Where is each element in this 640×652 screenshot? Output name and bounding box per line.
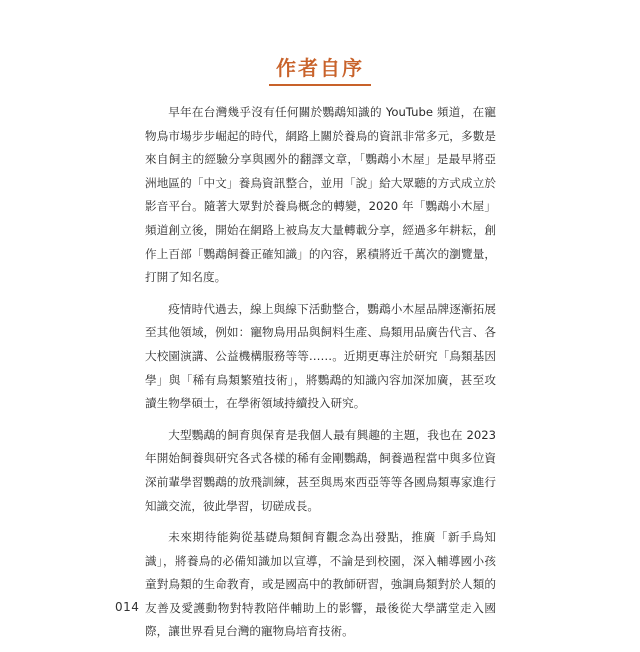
paragraph-2: 疫情時代過去，線上與線下活動整合，鸚鵡小木屋品牌逐漸拓展至其他領域，例如：寵物鳥用品與飼料生產、鳥類用品廣告代言、各大校園演講、公益機構服務等等……。近期更專注於研究「鳥類基因學」與「稀有鳥類繁殖技術」，將鸚鵡的知識內容加深加廣，甚至攻讀生物學碩士，在學術領域持續投入研究。 [145,301,496,411]
page-title: 作者自序 [276,56,364,80]
paragraph-4: 未來期待能夠從基礎鳥類飼育觀念為出發點，推廣「新手鳥知識」，將養鳥的必備知識加以宣導，不論是到校園，深入輔導國小孩童對鳥類的生命教育，或是國高中的教師研習，強調鳥類對於人類的友善及愛護動物對特教陪伴輔助上的影響，最後從大學講堂走入國際，讓世界看見台灣的寵物鳥培育技術。 [145,530,496,639]
title-underline [269,84,371,86]
paragraph-3: 大型鸚鵡的飼育與保育是我個人最有興趣的主題，我也在 2023 年開始飼養與研究各式各樣的稀有金剛鸚鵡，飼養過程當中與多位資深前輩學習鸚鵡的放飛訓練，甚至與馬來西亞等等各國鳥類專家進行知識交流，彼此學習，切磋成長。 [145,427,496,513]
body-text [145,101,496,652]
paragraph-1: 早年在台灣幾乎沒有任何關於鸚鵡知識的 YouTube 頻道，在寵物鳥市場步步崛起的時代，網路上關於養鳥的資訊非常多元，多數是來自飼主的經驗分享與國外的翻譯文章，「鸚鵡小木屋」是最早將亞洲地區的「中文」養鳥資訊整合，並用「說」給大眾聽的方式成立於影音平台。隨著大眾對於養鳥概念的轉變，2020 年「鸚鵡小木屋」頻道創立後，開始在網路上被鳥友大量轉載分享，經過多年耕耘，創作上百部「鸚鵡飼養正確知識」的內容，累積將近千萬次的瀏覽量，打開了知名度。 [145,105,496,285]
page-number: 014 [115,600,140,614]
